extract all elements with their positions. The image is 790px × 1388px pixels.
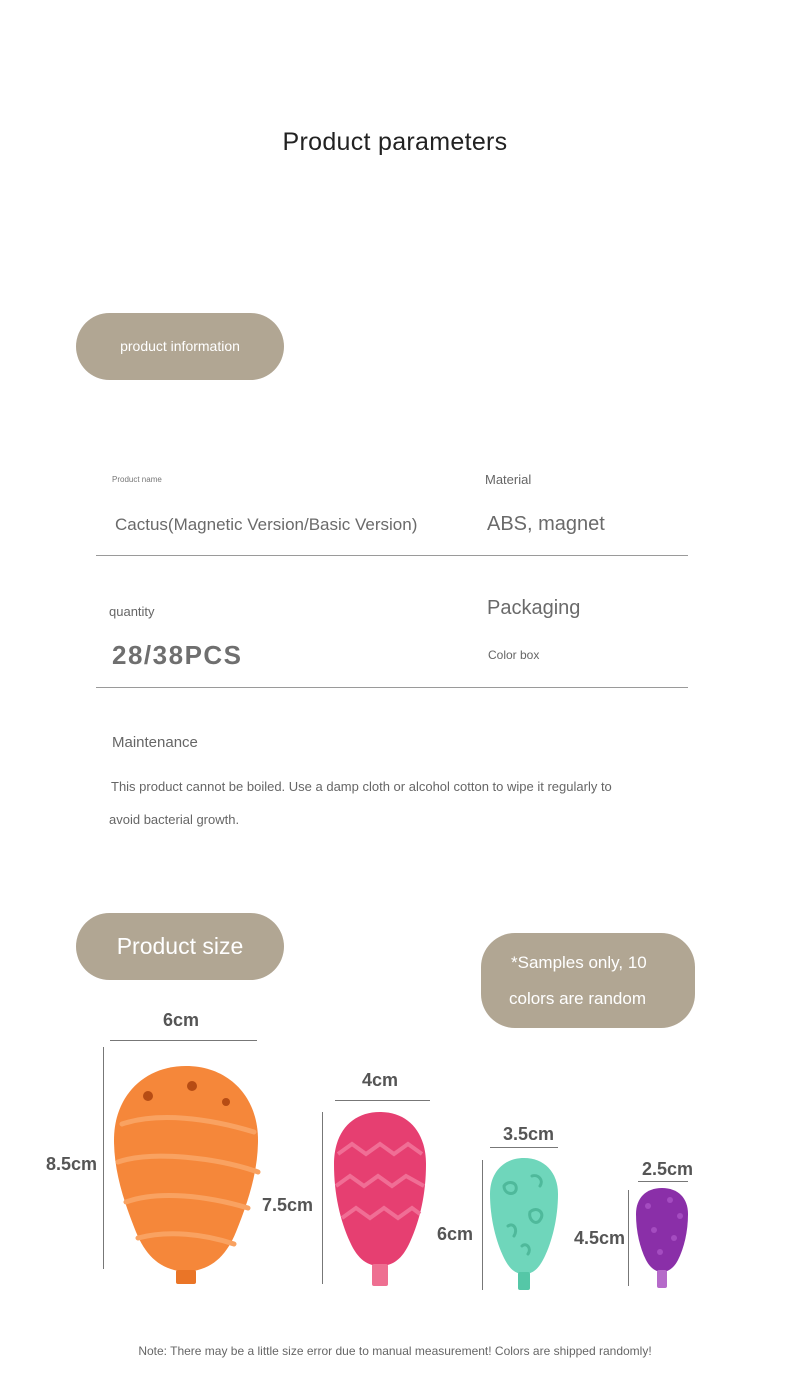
footnote: Note: There may be a little size error due to manual measurement! Colors are shipped randomly! <box>138 1344 652 1358</box>
sample-note-line2: colors are random <box>509 989 647 1008</box>
toy-4-height-line <box>628 1190 629 1286</box>
divider <box>96 555 688 556</box>
toy-1-peg <box>176 1270 196 1284</box>
toy-2-peg <box>372 1264 388 1286</box>
toy-3-peg <box>518 1272 530 1290</box>
toy-4-peg <box>657 1270 667 1288</box>
toy-2-height-label: 7.5cm <box>262 1195 314 1215</box>
toy-3-height-line <box>482 1160 483 1290</box>
toy-orange-cactus <box>108 1062 264 1290</box>
toy-3-body <box>490 1158 558 1274</box>
toy-1-width-label: 6cm <box>163 1010 200 1030</box>
toy-1-height-line <box>103 1047 104 1269</box>
divider <box>96 687 688 688</box>
toy-1-width-line <box>110 1040 257 1041</box>
product-information-badge: product information <box>76 313 284 380</box>
quantity-value: 28/38PCS <box>112 640 243 670</box>
packaging-label: Packaging <box>487 597 581 619</box>
packaging-value: Color box <box>488 648 540 662</box>
toy-pink-cactus <box>330 1110 430 1290</box>
toy-4-body <box>636 1188 688 1272</box>
toy-4-width-label: 2.5cm <box>642 1159 694 1179</box>
toy-1-body <box>114 1066 258 1272</box>
material-label: Material <box>485 472 532 487</box>
quantity-label: quantity <box>109 604 155 619</box>
toy-3-width-label: 3.5cm <box>503 1124 555 1144</box>
toy-2-body <box>334 1112 426 1266</box>
product-name-value: Cactus(Magnetic Version/Basic Version) <box>115 515 418 534</box>
toy-1-height-label: 8.5cm <box>46 1154 98 1174</box>
toy-2-width-label: 4cm <box>362 1070 399 1090</box>
toy-4-width-line <box>638 1181 688 1182</box>
product-name-label: Product name <box>112 475 162 484</box>
toy-3-width-line <box>490 1147 558 1148</box>
material-value: ABS, magnet <box>487 513 605 535</box>
sample-note-badge <box>481 933 695 1028</box>
product-size-badge: Product size <box>76 913 284 980</box>
sample-note-line1: *Samples only, 10 <box>511 953 647 972</box>
toy-2-width-line <box>335 1100 430 1101</box>
toy-teal-cactus <box>488 1156 560 1294</box>
maintenance-label: Maintenance <box>112 734 198 751</box>
page-title: Product parameters <box>282 128 508 156</box>
toy-2-height-line <box>322 1112 323 1284</box>
maintenance-text-line1: This product cannot be boiled. Use a damp cloth or alcohol cotton to wipe it regularly to <box>111 779 612 794</box>
toy-4-height-label: 4.5cm <box>574 1228 626 1248</box>
toy-3-height-label: 6cm <box>437 1224 474 1244</box>
maintenance-text-line2: avoid bacterial growth. <box>109 812 240 827</box>
toy-purple-cactus <box>634 1186 690 1296</box>
